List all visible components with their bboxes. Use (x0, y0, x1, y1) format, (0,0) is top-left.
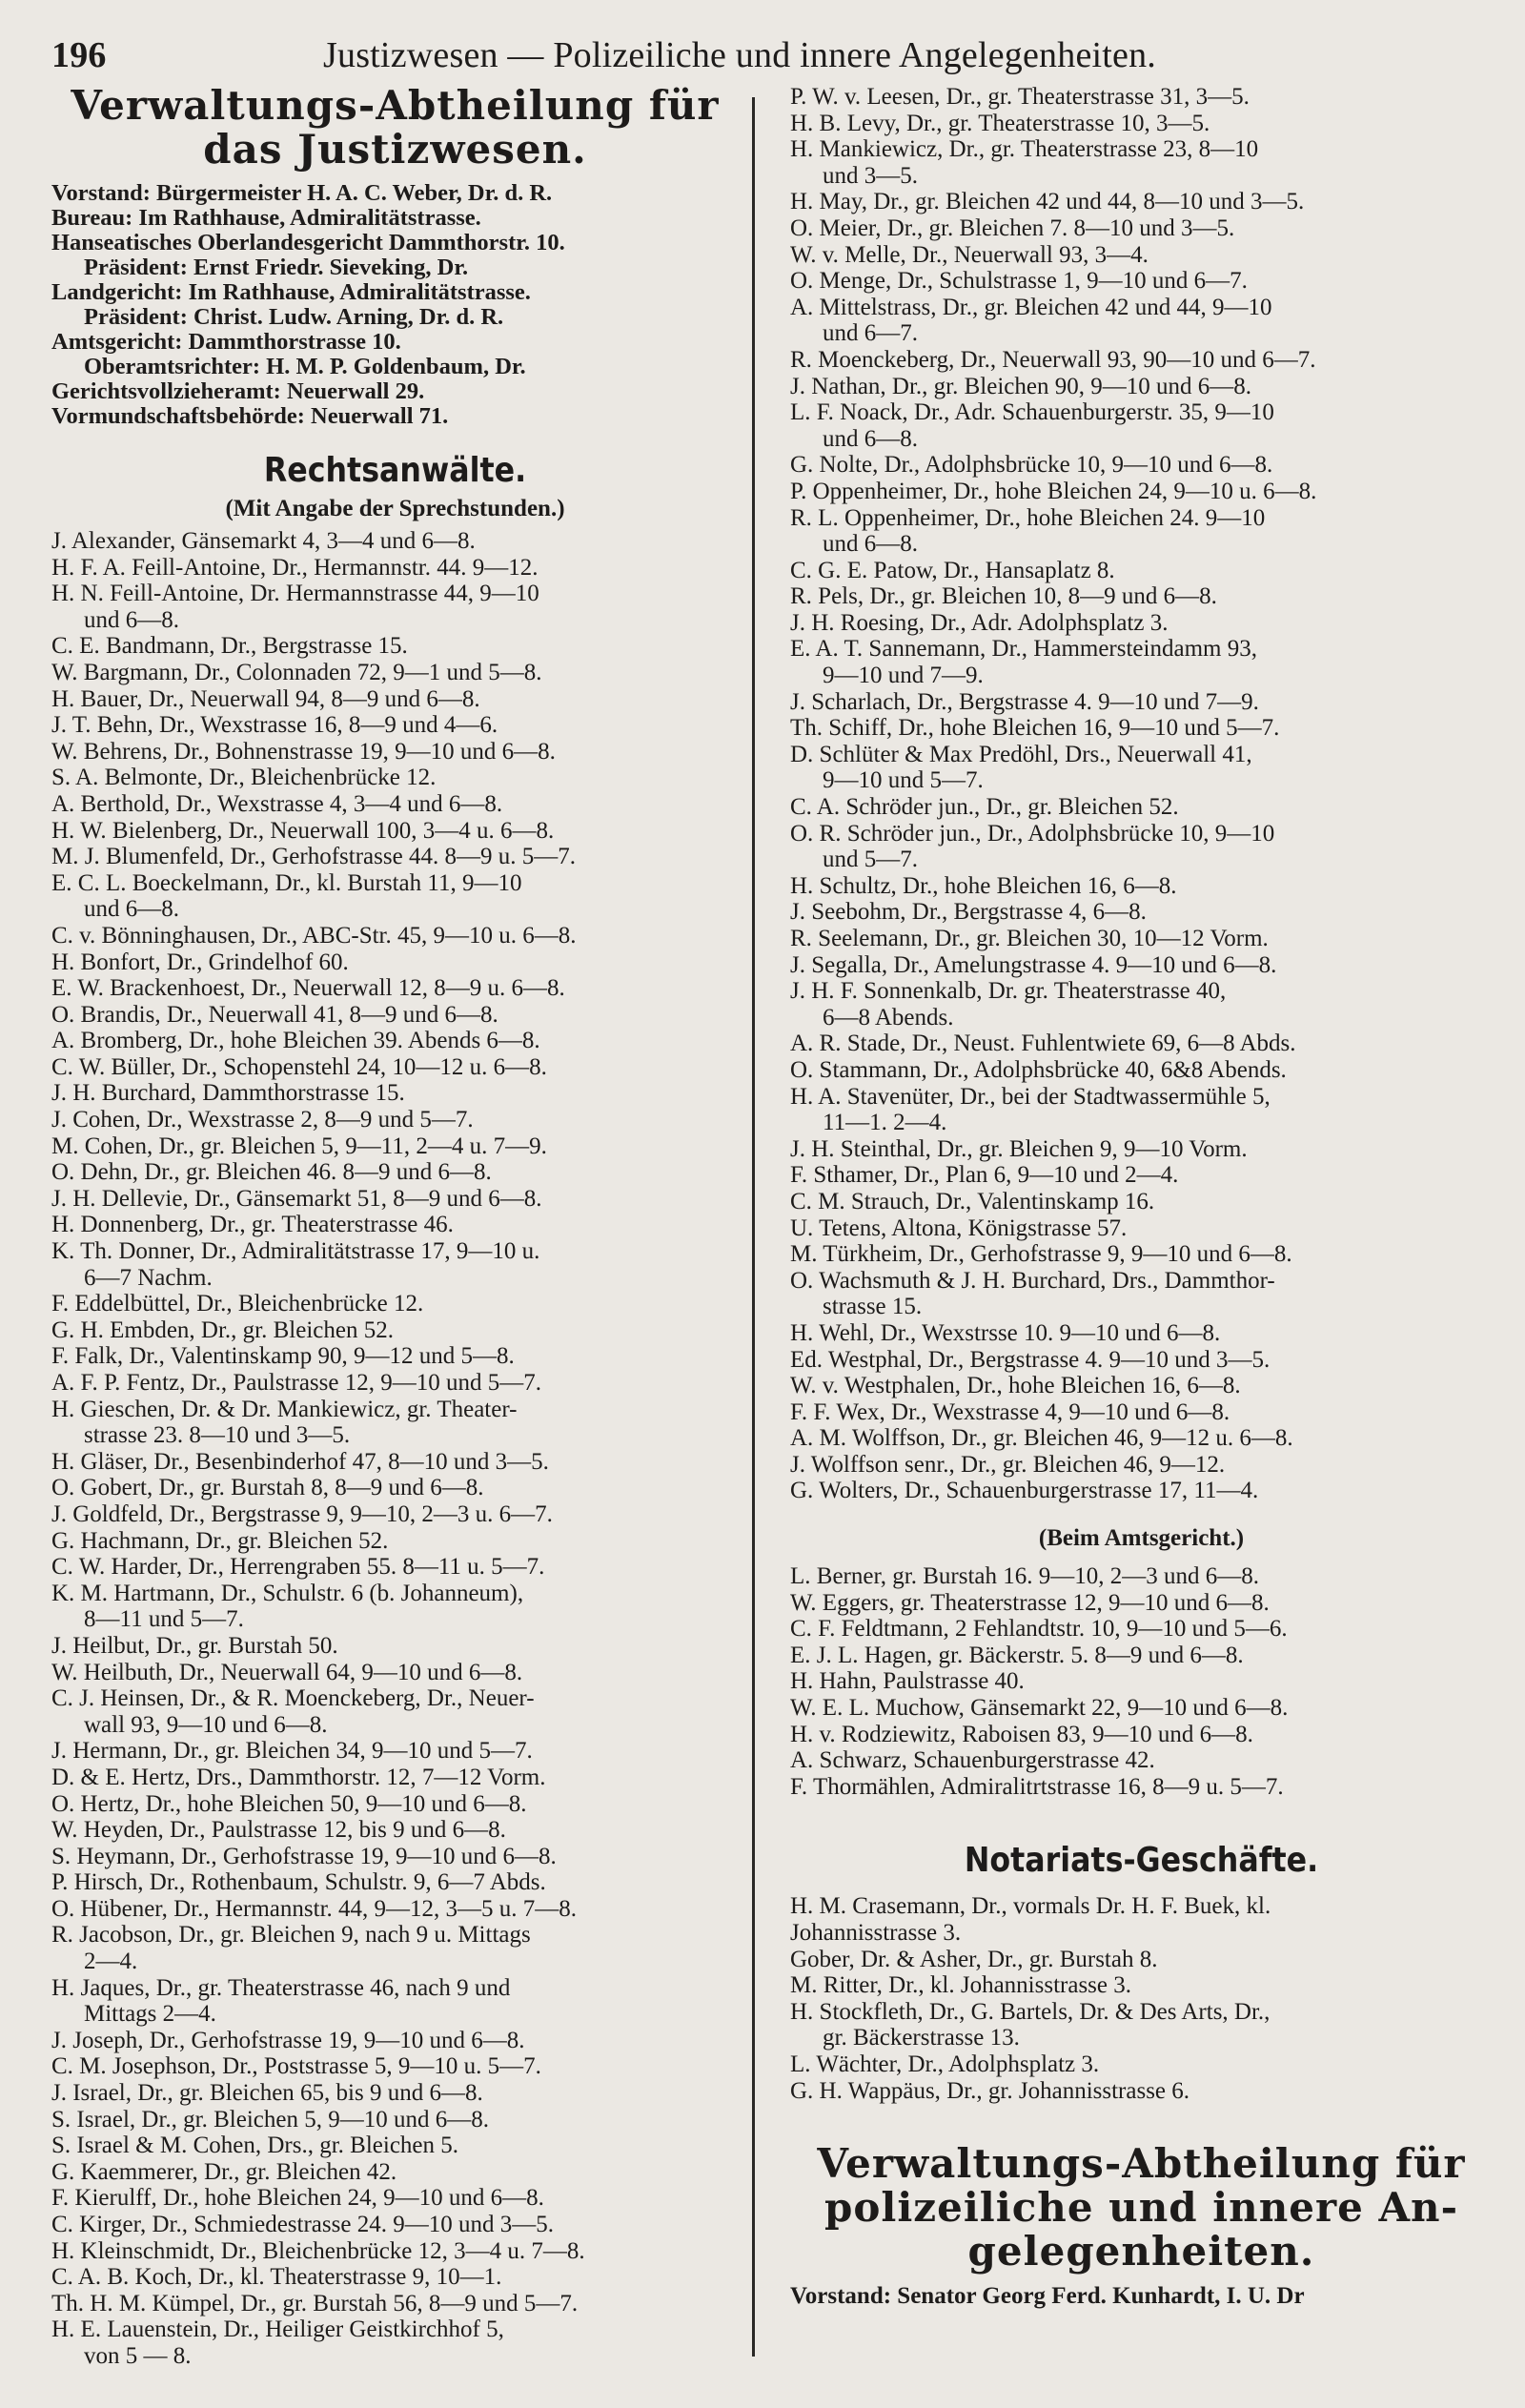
list-entry: G. H. Embden, Dr., gr. Bleichen 52. (51, 1316, 394, 1343)
list-entry: G. Kaemmerer, Dr., gr. Bleichen 42. (51, 2158, 397, 2185)
list-entry: H. F. A. Feill-Antoine, Dr., Hermannstr. 44. 9—12. (51, 554, 539, 581)
page-header (51, 27, 1493, 84)
list-entry: S. Israel, Dr., gr. Bleichen 5, 9—10 und 6—8. (51, 2106, 489, 2133)
police-vorstand: Vorstand: Senator Georg Ferd. Kunhardt, I. U. Dr (790, 2283, 1305, 2310)
list-entry: und 5—7. (823, 847, 918, 873)
lawyer-list-right (790, 84, 1493, 1504)
list-entry: M. Türkheim, Dr., Gerhofstrasse 9, 9—10 und 6—8. (790, 1241, 1292, 1268)
list-entry: C. F. Feldtmann, 2 Fehlandtstr. 10, 9—10 und 5—6. (790, 1616, 1288, 1643)
list-entry: P. Oppenheimer, Dr., hohe Bleichen 24, 9—10 u. 6—8. (790, 478, 1317, 504)
left-column (51, 84, 752, 2391)
list-entry: H. Gläser, Dr., Besenbinderhof 47, 8—10 und 3—5. (51, 1448, 549, 1475)
list-entry: U. Tetens, Altona, Königstrasse 57. (790, 1214, 1128, 1241)
list-entry: E. C. L. Boeckelmann, Dr., kl. Burstah 11, 9—10 (51, 869, 522, 896)
list-entry: 6—7 Nachm. (84, 1264, 213, 1291)
list-entry: J. Segalla, Dr., Amelungstrasse 4. 9—10 und 6—8. (790, 951, 1277, 978)
list-entry: W. Bargmann, Dr., Colonnaden 72, 9—1 und 5—8. (51, 659, 542, 685)
list-entry: F. Thormählen, Admiralitrtstrasse 16, 8—9 u. 5—7. (790, 1773, 1284, 1800)
admin-line: Vorstand: Bürgermeister H. A. C. Weber, Dr. d. R. (51, 180, 553, 206)
list-entry: C. W. Büller, Dr., Schopenstehl 24, 10—12 u. 6—8. (51, 1053, 547, 1080)
justice-admin-title: Verwaltungs-Abtheilung für das Justizwesen. (71, 82, 720, 173)
list-entry: J. H. Roesing, Dr., Adr. Adolphsplatz 3. (790, 609, 1169, 636)
list-entry: A. M. Wolffson, Dr., gr. Bleichen 46, 9—12 u. 6—8. (790, 1425, 1293, 1452)
list-entry: 11—1. 2—4. (823, 1110, 947, 1136)
list-entry: J. Israel, Dr., gr. Bleichen 65, bis 9 und 6—8. (51, 2080, 483, 2107)
list-entry: C. M. Strauch, Dr., Valentinskamp 16. (790, 1188, 1155, 1214)
justice-admin-list (51, 181, 739, 429)
list-entry: H. N. Feill-Antoine, Dr. Hermannstrasse 44, 9—10 (51, 581, 539, 607)
list-entry: L. F. Noack, Dr., Adr. Schauenburgerstr. 35, 9—10 (790, 399, 1274, 426)
notary-list (790, 1893, 1493, 2104)
list-entry: J. Heilbut, Dr., gr. Burstah 50. (51, 1632, 338, 1659)
list-entry: A. Bromberg, Dr., hohe Bleichen 39. Abends 6—8. (51, 1028, 540, 1054)
list-entry: O. Meier, Dr., gr. Bleichen 7. 8—10 und 3—5. (790, 214, 1235, 241)
list-entry: W. Behrens, Dr., Bohnenstrasse 19, 9—10 und 6—8. (51, 738, 556, 765)
lawyers-subtitle: (Mit Angabe der Sprechstunden.) (225, 496, 565, 521)
right-column (752, 84, 1493, 2391)
list-entry: W. Heilbuth, Dr., Neuerwall 64, 9—10 und 6—8. (51, 1659, 523, 1685)
list-entry: C. G. E. Patow, Dr., Hansaplatz 8. (790, 557, 1115, 583)
list-entry: O. Stammann, Dr., Adolphsbrücke 40, 6&8 Abends. (790, 1056, 1287, 1083)
list-entry: O. R. Schröder jun., Dr., Adolphsbrücke 10, 9—10 (790, 820, 1275, 847)
list-entry: J. Scharlach, Dr., Bergstrasse 4. 9—10 und 7—9. (790, 688, 1259, 715)
list-entry: A. R. Stade, Dr., Neust. Fuhlentwiete 69, 6—8 Abds. (790, 1031, 1296, 1057)
list-entry: L. Wächter, Dr., Adolphsplatz 3. (790, 2051, 1100, 2077)
list-entry: S. A. Belmonte, Dr., Bleichenbrücke 12. (51, 765, 437, 791)
list-entry: H. Kleinschmidt, Dr., Bleichenbrücke 12, 3—4 u. 7—8. (51, 2237, 585, 2264)
column-divider (752, 97, 755, 2357)
list-entry: und 6—8. (84, 606, 179, 633)
list-entry: R. Pels, Dr., gr. Bleichen 10, 8—9 und 6—8. (790, 583, 1217, 610)
list-entry: wall 93, 9—10 und 6—8. (84, 1711, 328, 1738)
list-entry: G. Hachmann, Dr., gr. Bleichen 52. (51, 1527, 389, 1554)
list-entry: H. M. Crasemann, Dr., vormals Dr. H. F. Buek, kl. (790, 1893, 1271, 1920)
admin-line: Vormundschaftsbehörde: Neuerwall 71. (51, 403, 449, 429)
police-admin-title: Verwaltungs-Abtheilung für polizeiliche und innere An- gelegenheiten. (817, 2140, 1466, 2275)
list-entry: O. Hübener, Dr., Hermannstr. 44, 9—12, 3—5 u. 7—8. (51, 1895, 578, 1922)
list-entry: H. Schultz, Dr., hohe Bleichen 16, 6—8. (790, 872, 1177, 899)
list-entry: O. Dehn, Dr., gr. Bleichen 46. 8—9 und 6—8. (51, 1159, 492, 1186)
list-entry: R. Seelemann, Dr., gr. Bleichen 30, 10—12 Vorm. (790, 926, 1269, 951)
list-entry: und 6—7. (823, 320, 918, 347)
list-entry: R. Moenckeberg, Dr., Neuerwall 93, 90—10 und 6—7. (790, 346, 1316, 373)
list-entry: und 3—5. (823, 162, 918, 189)
list-entry: E. A. T. Sannemann, Dr., Hammersteindamm 93, (790, 636, 1257, 663)
list-entry: C. A. B. Koch, Dr., kl. Theaterstrasse 9, 10—1. (51, 2264, 502, 2291)
list-entry: strasse 23. 8—10 und 3—5. (84, 1422, 351, 1449)
list-entry: J. Cohen, Dr., Wexstrasse 2, 8—9 und 5—7. (51, 1107, 474, 1133)
list-entry: E. W. Brackenhoest, Dr., Neuerwall 12, 8—9 u. 6—8. (51, 975, 565, 1002)
list-entry: R. L. Oppenheimer, Dr., hohe Bleichen 24. 9—10 (790, 504, 1266, 531)
list-entry: F. Sthamer, Dr., Plan 6, 9—10 und 2—4. (790, 1162, 1179, 1189)
list-entry: H. Hahn, Paulstrasse 40. (790, 1668, 1025, 1695)
list-entry: J. Alexander, Gänsemarkt 4, 3—4 und 6—8. (51, 528, 476, 554)
list-entry: W. v. Westphalen, Dr., hohe Bleichen 16, 6—8. (790, 1373, 1241, 1399)
list-entry: J. Wolffson senr., Dr., gr. Bleichen 46, 9—12. (790, 1451, 1226, 1478)
list-entry: J. Seebohm, Dr., Bergstrasse 4, 6—8. (790, 899, 1147, 926)
list-entry: M. J. Blumenfeld, Dr., Gerhofstrasse 44. 8—9 u. 5—7. (51, 844, 576, 870)
admin-line: Präsident: Ernst Friedr. Sieveking, Dr. (84, 255, 469, 280)
list-entry: J. Nathan, Dr., gr. Bleichen 90, 9—10 und 6—8. (790, 373, 1251, 399)
amtsgericht-list (790, 1563, 1493, 1800)
list-entry: E. J. L. Hagen, gr. Bäckerstr. 5. 8—9 und 6—8. (790, 1642, 1244, 1668)
list-entry: W. E. L. Muchow, Gänsemarkt 22, 9—10 und 6—8. (790, 1695, 1289, 1722)
list-entry: 9—10 und 7—9. (823, 663, 984, 689)
list-entry: 8—11 und 5—7. (84, 1606, 244, 1633)
list-entry: strasse 15. (823, 1294, 923, 1320)
list-entry: G. H. Wappäus, Dr., gr. Johannisstrasse 6. (790, 2077, 1190, 2104)
list-entry: O. Wachsmuth & J. H. Burchard, Drs., Dammthor- (790, 1267, 1275, 1294)
list-entry: G. Nolte, Dr., Adolphsbrücke 10, 9—10 und 6—8. (790, 452, 1273, 479)
lawyers-title: Rechtsanwälte. (263, 451, 527, 490)
list-entry: 6—8 Abends. (823, 1004, 954, 1031)
list-entry: Johannisstrasse 3. (790, 1920, 962, 1946)
two-column-body (51, 84, 1493, 2391)
list-entry: J. H. F. Sonnenkalb, Dr. gr. Theaterstrasse 40, (790, 978, 1227, 1005)
list-entry: M. Ritter, Dr., kl. Johannisstrasse 3. (790, 1972, 1132, 1999)
notary-title: Notariats-Geschäfte. (964, 1841, 1319, 1881)
page-number: 196 (51, 35, 107, 75)
list-entry: P. Hirsch, Dr., Rothenbaum, Schulstr. 9, 6—7 Abds. (51, 1869, 546, 1896)
admin-line: Landgericht: Im Rathhause, Admiralitätstrasse. (51, 279, 531, 305)
list-entry: O. Hertz, Dr., hohe Bleichen 50, 9—10 und 6—8. (51, 1790, 527, 1817)
list-entry: O. Gobert, Dr., gr. Burstah 8, 8—9 und 6—8. (51, 1475, 484, 1501)
list-entry: A. F. P. Fentz, Dr., Paulstrasse 12, 9—10 und 5—7. (51, 1370, 541, 1396)
admin-line: Oberamtsrichter: H. M. P. Goldenbaum, Dr. (84, 354, 526, 379)
list-entry: J. Goldfeld, Dr., Bergstrasse 9, 9—10, 2—3 u. 6—7. (51, 1500, 553, 1527)
list-entry: O. Menge, Dr., Schulstrasse 1, 9—10 und 6—7. (790, 268, 1248, 295)
list-entry: F. Eddelbüttel, Dr., Bleichenbrücke 12. (51, 1291, 424, 1317)
list-entry: Mittags 2—4. (84, 2001, 216, 2028)
list-entry: H. v. Rodziewitz, Raboisen 83, 9—10 und 6—8. (790, 1721, 1253, 1747)
list-entry: J. Hermann, Dr., gr. Bleichen 34, 9—10 und 5—7. (51, 1738, 533, 1765)
list-entry: A. Mittelstrass, Dr., gr. Bleichen 42 und 44, 9—10 (790, 294, 1272, 320)
list-entry: J. Joseph, Dr., Gerhofstrasse 19, 9—10 und 6—8. (51, 2027, 525, 2053)
list-entry: und 6—8. (84, 896, 179, 923)
list-entry: H. Stockfleth, Dr., G. Bartels, Dr. & Des Arts, Dr., (790, 1998, 1271, 2025)
admin-line: Präsident: Christ. Ludw. Arning, Dr. d. R. (84, 304, 504, 330)
list-entry: Ed. Westphal, Dr., Bergstrasse 4. 9—10 und 3—5. (790, 1346, 1271, 1373)
amtsgericht-subtitle: (Beim Amtsgericht.) (1038, 1525, 1245, 1552)
list-entry: 2—4. (84, 1949, 138, 1975)
list-entry: H. Mankiewicz, Dr., gr. Theaterstrasse 23, 8—10 (790, 136, 1259, 163)
list-entry: Th. H. M. Kümpel, Dr., gr. Burstah 56, 8—9 und 5—7. (51, 2290, 579, 2316)
list-entry: H. A. Stavenüter, Dr., bei der Stadtwassermühle 5, (790, 1083, 1271, 1110)
list-entry: S. Israel & M. Cohen, Drs., gr. Bleichen 5. (51, 2133, 459, 2159)
list-entry: J. H. Burchard, Dammthorstrasse 15. (51, 1080, 405, 1107)
list-entry: A. Berthold, Dr., Wexstrasse 4, 3—4 und 6—8. (51, 790, 503, 817)
list-entry: F. F. Wex, Dr., Wexstrasse 4, 9—10 und 6—8. (790, 1398, 1230, 1425)
list-entry: und 6—8. (823, 425, 918, 452)
list-entry: 9—10 und 5—7. (823, 767, 984, 794)
list-entry: H. B. Levy, Dr., gr. Theaterstrasse 10, 3—5. (790, 110, 1210, 136)
list-entry: H. E. Lauenstein, Dr., Heiliger Geistkirchhof 5, (51, 2316, 504, 2343)
list-entry: C. Kirger, Dr., Schmiedestrasse 24. 9—10 und 3—5. (51, 2212, 554, 2237)
list-entry: O. Brandis, Dr., Neuerwall 41, 8—9 und 6—8. (51, 1001, 498, 1028)
list-entry: H. Bonfort, Dr., Grindelhof 60. (51, 949, 349, 975)
admin-line: Gerichtsvollzieheramt: Neuerwall 29. (51, 378, 425, 404)
list-entry: P. W. v. Leesen, Dr., gr. Theaterstrasse 31, 3—5. (790, 84, 1250, 110)
list-entry: A. Schwarz, Schauenburgerstrasse 42. (790, 1747, 1155, 1774)
lawyer-list-left (51, 528, 739, 2370)
list-entry: R. Jacobson, Dr., gr. Bleichen 9, nach 9 u. Mittags (51, 1922, 531, 1949)
list-entry: H. May, Dr., gr. Bleichen 42 und 44, 8—10 und 3—5. (790, 189, 1305, 215)
list-entry: H. W. Bielenberg, Dr., Neuerwall 100, 3—4 u. 6—8. (51, 817, 555, 844)
list-entry: C. M. Josephson, Dr., Poststrasse 5, 9—10 u. 5—7. (51, 2053, 541, 2080)
list-entry: H. Donnenberg, Dr., gr. Theaterstrasse 46. (51, 1212, 454, 1238)
list-entry: K. M. Hartmann, Dr., Schulstr. 6 (b. Johanneum), (51, 1580, 524, 1606)
list-entry: und 6—8. (823, 531, 918, 558)
list-entry: D. Schlüter & Max Predöhl, Drs., Neuerwall 41, (790, 741, 1252, 767)
list-entry: G. Wolters, Dr., Schauenburgerstrasse 17, 11—4. (790, 1478, 1259, 1504)
list-entry: J. T. Behn, Dr., Wexstrasse 16, 8—9 und 4—6. (51, 712, 498, 739)
list-entry: H. Gieschen, Dr. & Dr. Mankiewicz, gr. Theater- (51, 1396, 518, 1422)
list-entry: C. J. Heinsen, Dr., & R. Moenckeberg, Dr., Neuer- (51, 1685, 535, 1712)
list-entry: H. Wehl, Dr., Wexstrsse 10. 9—10 und 6—8. (790, 1319, 1221, 1346)
list-entry: J. H. Dellevie, Dr., Gänsemarkt 51, 8—9 und 6—8. (51, 1185, 542, 1212)
list-entry: J. H. Steinthal, Dr., gr. Bleichen 9, 9—10 Vorm. (790, 1135, 1248, 1162)
list-entry: von 5 — 8. (84, 2342, 192, 2369)
list-entry: D. & E. Hertz, Drs., Dammthorstr. 12, 7—12 Vorm. (51, 1764, 546, 1790)
list-entry: gr. Bäckerstrasse 13. (823, 2025, 1020, 2051)
list-entry: F. Falk, Dr., Valentinskamp 90, 9—12 und 5—8. (51, 1343, 515, 1370)
list-entry: Th. Schiff, Dr., hohe Bleichen 16, 9—10 und 5—7. (790, 715, 1280, 742)
list-entry: W. Heyden, Dr., Paulstrasse 12, bis 9 und 6—8. (51, 1817, 506, 1844)
admin-line: Hanseatisches Oberlandesgericht Dammthorstr. 10. (51, 230, 565, 255)
list-entry: K. Th. Donner, Dr., Admiralitätstrasse 17, 9—10 u. (51, 1238, 540, 1265)
list-entry: C. E. Bandmann, Dr., Bergstrasse 15. (51, 633, 408, 660)
list-entry: H. Jaques, Dr., gr. Theaterstrasse 46, nach 9 und (51, 1974, 511, 2001)
admin-line: Bureau: Im Rathhause, Admiralitätstrasse. (51, 205, 481, 231)
list-entry: W. Eggers, gr. Theaterstrasse 12, 9—10 und 6—8. (790, 1589, 1270, 1616)
list-entry: C. W. Harder, Dr., Herrengraben 55. 8—11 u. 5—7. (51, 1554, 545, 1581)
list-entry: W. v. Melle, Dr., Neuerwall 93, 3—4. (790, 241, 1149, 268)
list-entry: F. Kierulff, Dr., hohe Bleichen 24, 9—10 und 6—8. (51, 2185, 544, 2212)
list-entry: H. Bauer, Dr., Neuerwall 94, 8—9 und 6—8. (51, 685, 480, 712)
list-entry: C. v. Bönninghausen, Dr., ABC-Str. 45, 9—10 u. 6—8. (51, 922, 577, 949)
list-entry: M. Cohen, Dr., gr. Bleichen 5, 9—11, 2—4 u. 7—9. (51, 1133, 547, 1159)
list-entry: Gober, Dr. & Asher, Dr., gr. Burstah 8. (790, 1946, 1158, 1972)
running-head: Justizwesen — Polizeiliche und innere Angelegenheiten. (323, 35, 1157, 75)
list-entry: C. A. Schröder jun., Dr., gr. Bleichen 52. (790, 794, 1179, 821)
list-entry: L. Berner, gr. Burstah 16. 9—10, 2—3 und 6—8. (790, 1563, 1260, 1590)
list-entry: S. Heymann, Dr., Gerhofstrasse 19, 9—10 und 6—8. (51, 1843, 557, 1869)
admin-line: Amtsgericht: Dammthorstrasse 10. (51, 329, 401, 355)
